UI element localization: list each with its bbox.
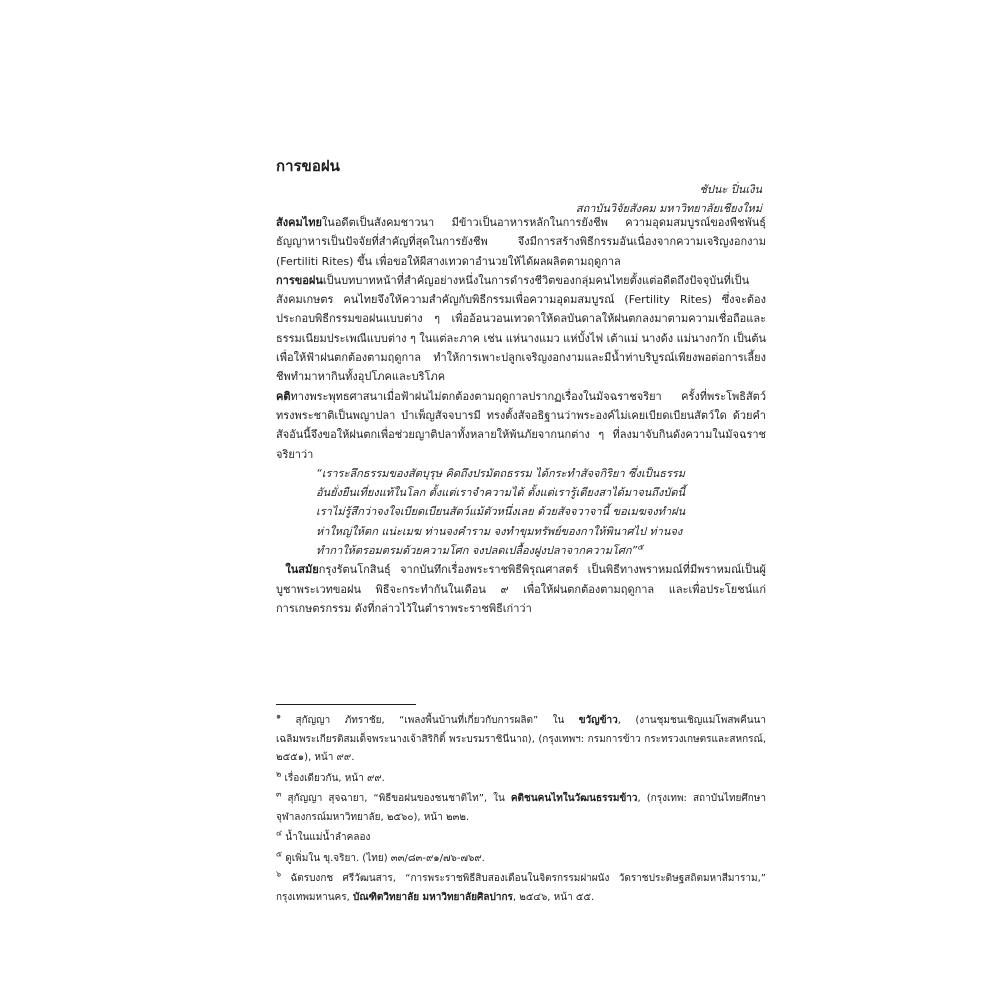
paragraph-2: [276, 271, 766, 387]
footnote-mark: ๔: [276, 828, 283, 838]
footnote-text: สุกัญญา ภัทราชัย, “เพลงพื้นบ้านที่เกี่ยวกับการผลิต” ใน: [281, 715, 579, 726]
paragraph-lead: ในสมัย: [285, 563, 319, 577]
quote-line: อันยั่งยืนเที่ยงแท้ในโลก ตั้งแต่เราจำความได้ ตั้งแต่เรารู้เดียงสาได้มาจนถึงบัดนี้: [316, 486, 685, 500]
footnote-mark: ๖: [276, 869, 282, 879]
footnote-text: , (กรุงเทพ: สถาบันไทยศึกษา จุฬาลงกรณ์มหาวิทยาลัย, ๒๕๖๐), หน้า ๒๓๒.: [276, 793, 767, 823]
paragraph-lead: คติ: [276, 389, 291, 403]
footnote-source-title: คติชนคนไทในวัฒนธรรมข้าว: [510, 793, 638, 804]
footnote-4: [276, 829, 766, 848]
footnote-3: [276, 790, 766, 827]
quote-line: [316, 541, 766, 560]
footnote-text: ฉัตรบงกช ศรีวัฒนสาร, “การพระราชพิธีสิบสองเดือนในจิตรกรรมฝาผนัง วัดราชประดิษฐสถิตมหาสีมาราม,” กรุงเทพมหานคร,: [276, 873, 766, 903]
paragraph-text: ในอดีตเป็นสังคมชาวนา มีข้าวเป็นอาหารหลักในการยังชีพ ความอุดมสมบูรณ์ของพืชพันธุ์ธัญญาหารเป็นปัจจัยที่สำคัญที่สุดในการยังชีพ จึงมีการสร้างพิธีกรรมอันเนื่องจากความเจริญงอกงาม (Fertiliti Rites) ขึ้น เพื่อขอให้ผีสางเทวดาอำนวยให้ได้ผลผลิตตามฤดูกาล: [276, 216, 766, 268]
paragraph-1: [276, 213, 766, 271]
footnote-mark: ๑: [276, 711, 282, 721]
block-quote: [316, 464, 766, 560]
footnote-mark: ๕: [276, 849, 283, 859]
footnote-text: สุกัญญา สุจฉายา, “พิธีขอฝนของชนชาติไท”, ใน: [281, 793, 511, 804]
footnote-text: , ๒๕๔๖, หน้า ๕๕.: [512, 891, 595, 903]
author-affiliation: สถาบันวิจัยสังคม มหาวิทยาลัยเชียงใหม่: [575, 202, 762, 215]
paragraph-text: เป็นบทบาทหน้าที่สำคัญอย่างหนึ่งในการดำรงชีวิตของกลุ่มคนไทยตั้งแต่อดีตถึงปัจจุบันที่เป็นสังคมเกษตร คนไทยจึงให้ความสำคัญกับพิธีกรรมเพื่อความอุดมสมบูรณ์ (Fertility Rites) ซึ่งจะต้องประกอบพิธีกรรมขอฝนแบบต่าง ๆ เพื่ออ้อนวอนเทวดาให้ดลบันดาลให้ฝนตกลงมาตามความเชื่อถือและธรรมเนียมประเพณีแบบต่าง ๆ ในแต่ละภาค เช่น แห่นางแมว แห่บั้งไฟ เต้าแม่ นางด้ง แม่นางกวัก เป็นต้น เพื่อให้ฟ้าฝนตกต้องตามฤดูกาล ทำให้การเพาะปลูกเจริญงอกงามและมีน้ำท่าบริบูรณ์เพียงพอต่อการเลี้ยงชีพทำมาหากินทั้งอุปโภคและบริโภค: [276, 273, 766, 384]
footnote-text: , (งานชุมชนเชิญแม่โพสพคืนนาเฉลิมพระเกียรติสมเด็จพระนางเจ้าสิริกิติ์ พระบรมราชินีนาถ), (กรุงเทพฯ: กรมการข้าว กระทรวงเกษตรและสหกรณ์, ๒๕๕๑), หน้า ๙๙.: [276, 715, 766, 763]
paragraph-3: [276, 387, 766, 464]
quote-line: ห่าใหญ่ให้ตก แน่ะเมฆ ท่านจงคำราม จงทำขุมทรัพย์ของกาให้พินาศไป ท่านจง: [316, 524, 683, 538]
footnote-6: [276, 870, 766, 907]
footnote-mark: ๒: [276, 769, 282, 779]
quote-line: เราไม่รู้สึกว่าจงใจเบียดเบียนสัตว์แม้ตัวหนึ่งเลย ด้วยสัจจวาจานี้ ขอเมฆจงทำฝน: [316, 505, 686, 519]
footnotes: [276, 712, 766, 909]
article-title: การขอฝน: [276, 157, 340, 175]
article-body: [276, 213, 766, 618]
author-name: ชัปนะ ปิ่นเงิน: [699, 183, 762, 196]
footnote-divider: [276, 704, 416, 705]
footnote-ref[interactable]: ๕: [637, 542, 644, 552]
quote-line-text: ทำกาให้ตรอมตรมด้วยความโศก จงปลดเปลื้องฝูงปลาจากความโศก”: [316, 544, 638, 558]
paragraph-4: [276, 560, 766, 618]
paragraph-lead: การขอฝน: [276, 273, 323, 287]
footnote-source-title: ขวัญข้าว: [578, 715, 618, 726]
footnote-mark: ๓: [276, 789, 282, 799]
paragraph-lead: สังคมไทย: [276, 216, 322, 229]
footnote-2: [276, 770, 766, 789]
footnote-1: [276, 712, 766, 768]
quote-line: “เราระลึกธรรมของสัตบุรุษ คิดถึงปรมัตถธรรม ได้กระทำสัจจกิริยา ซึ่งเป็นธรรม: [316, 466, 686, 480]
footnote-text: เรื่องเดียวกัน, หน้า ๙๙.: [281, 772, 385, 784]
footnote-text: น้ำในแม่น้ำลำคลอง: [282, 832, 371, 843]
footnote-text: ดูเพิ่มใน ขุ.จริยา. (ไทย) ๓๓/๘๓-๙๑/๗๖-๗๖๙.: [282, 852, 485, 864]
footnote-source-title: บัณฑิตวิทยาลัย มหาวิทยาลัยศิลปากร: [352, 891, 513, 903]
footnote-5: [276, 850, 766, 869]
paragraph-text: กรุงรัตนโกสินธุ์ จากบันทึกเรื่องพระราชพิธีพิรุณศาสตร์ เป็นพิธีทางพราหมณ์ที่มีพราหมณ์เป็นผู้บูชาพระเวทขอฝน พิธีจะกระทำกันในเดือน ๙ เพื่อให้ฝนตกต้องตามฤดูกาล และเพื่อประโยชน์แก่การเกษตรกรรม ดังที่กล่าวไว้ในตำราพระราชพิธีเก่าว่า: [276, 563, 766, 615]
paragraph-text: ทางพระพุทธศาสนาเมื่อฟ้าฝนไม่ตกต้องตามฤดูกาลปรากฏเรื่องในมัจฉราชจริยา ครั้งที่พระโพธิสัตว์ทรงพระชาติเป็นพญาปลา บำเพ็ญสัจจบารมี ทรงตั้งสัจอธิฐานว่าพระองค์ไม่เคยเบียดเบียนสัตว์ใด ด้วยคำสัจอันนี้จึงขอให้ฝนตกเพื่อช่วยญาติปลาทั้งหลายให้พ้นภัยจากนกต่าง ๆ ที่ลงมาจับกินดังความในมัจฉราชจริยาว่า: [276, 389, 766, 461]
